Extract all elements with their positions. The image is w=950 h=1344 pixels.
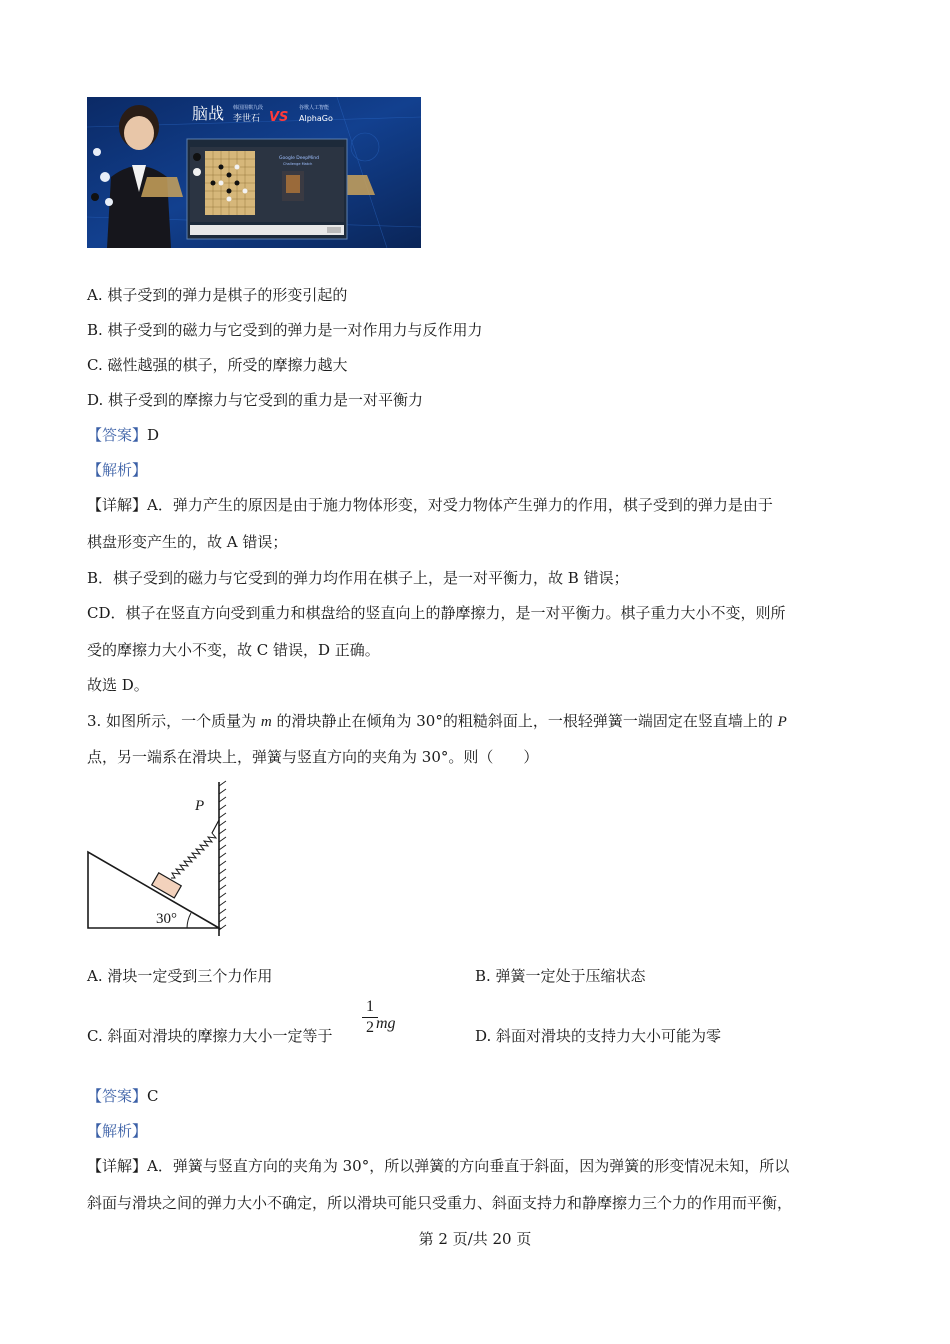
q2-option-d: D. 棋子受到的摩擦力与它受到的重力是一对平衡力 — [87, 391, 424, 409]
q3-stem-line-2: 点，另一端系在滑块上，弹簧与竖直方向的夹角为 30°。则（ ） — [87, 748, 539, 766]
detail-text: A．弹簧与竖直方向的夹角为 30°，所以弹簧的方向垂直于斜面，因为弹簧的形变情况未知，所以 — [147, 1157, 790, 1175]
q2-analysis-tag: 【解析】 — [87, 461, 148, 479]
stem-text: 的滑块静止在倾角为 30°的粗糙斜面上，一根轻弹簧一端固定在竖直墙上的 — [271, 712, 778, 730]
player1-name: 李世石 — [233, 114, 261, 124]
q2-detail-line: 受的摩擦力大小不变，故 C 错误，D 正确。 — [87, 641, 380, 659]
player1-caption: 韩国围棋九段 — [233, 105, 264, 111]
angle-label: 30° — [156, 911, 177, 927]
q3-answer — [87, 1086, 159, 1106]
q2-detail-line: CD．棋子在竖直方向受到重力和棋盘给的竖直向上的静摩擦力，是一对平衡力。棋子重力大小不变，则所 — [87, 604, 786, 622]
screen-logo: Google DeepMind — [279, 156, 319, 161]
page-footer: 第 2 页/共 20 页 — [418, 1230, 532, 1248]
q3-detail-line: 斜面与滑块之间的弹力大小不确定，所以滑块可能只受重力、斜面支持力和静摩擦力三个力的作用而平衡， — [87, 1194, 793, 1212]
answer-value: C — [147, 1087, 159, 1105]
alphago-banner-image — [87, 97, 421, 248]
fraction-denominator: 2 — [366, 1019, 374, 1036]
q2-detail-line — [87, 495, 773, 515]
video-player-screen — [187, 139, 347, 239]
screen-sub: Challenge Match — [283, 162, 313, 166]
detail-tag: 【详解】 — [87, 496, 148, 514]
q2-detail-line: B．棋子受到的磁力与它受到的弹力均作用在棋子上，是一对平衡力，故 B 错误； — [87, 569, 629, 587]
fraction-numerator: 1 — [366, 998, 374, 1015]
stem-var-p: P — [777, 714, 787, 730]
point-p-label: P — [195, 798, 205, 814]
banner-title: 脑战 — [192, 104, 225, 123]
q2-detail-line: 棋盘形变产生的，故 A 错误； — [87, 533, 288, 551]
stem-var-m: m — [260, 714, 272, 730]
incline-spring-diagram — [85, 780, 235, 940]
q2-detail-line: 故选 D。 — [87, 676, 149, 694]
mg-term: mg — [376, 1015, 396, 1032]
q2-option-b: B. 棋子受到的磁力与它受到的弹力是一对作用力与反作用力 — [87, 321, 483, 339]
q3-analysis-tag: 【解析】 — [87, 1122, 148, 1140]
player2-caption: 谷歌人工智能 — [299, 105, 330, 111]
q3-option-c: C. 斜面对滑块的摩擦力大小一定等于 — [87, 1027, 333, 1045]
vs-label: VS — [269, 110, 289, 125]
answer-tag: 【答案】 — [87, 426, 148, 444]
answer-value: D — [147, 426, 160, 444]
answer-tag: 【答案】 — [87, 1087, 148, 1105]
q2-option-a: A. 棋子受到的弹力是棋子的形变引起的 — [87, 286, 348, 304]
q3-stem-line-1 — [87, 711, 787, 732]
q3-detail-line — [87, 1156, 789, 1176]
player2-name: AlphaGo — [299, 114, 333, 123]
q3-option-b: B. 弹簧一定处于压缩状态 — [475, 967, 646, 985]
q3-option-a: A. 滑块一定受到三个力作用 — [87, 967, 273, 985]
q2-option-c: C. 磁性越强的棋子，所受的摩擦力越大 — [87, 356, 348, 374]
stem-text: 3. 如图所示，一个质量为 — [87, 712, 261, 730]
q2-answer — [87, 425, 159, 445]
q3-option-d: D. 斜面对滑块的支持力大小可能为零 — [475, 1027, 722, 1045]
detail-text: A．弹力产生的原因是由于施力物体形变，对受力物体产生弹力的作用，棋子受到的弹力是由于 — [147, 496, 773, 514]
detail-tag: 【详解】 — [87, 1157, 148, 1175]
